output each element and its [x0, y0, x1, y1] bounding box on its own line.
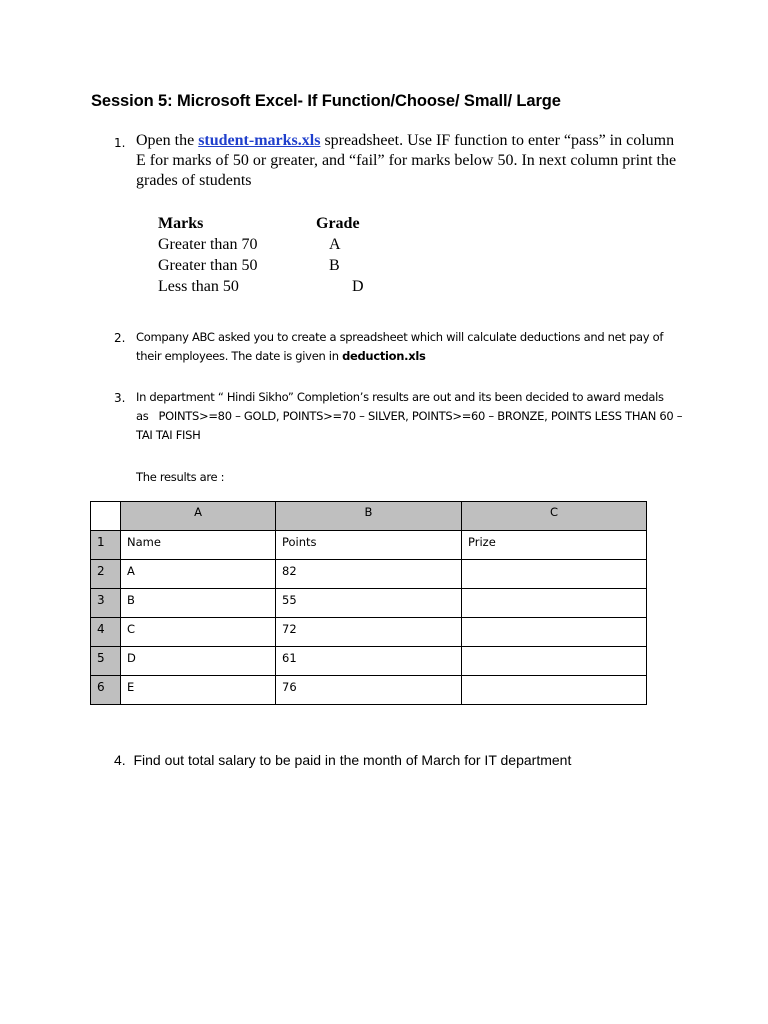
- grade-row-marks: Greater than 50: [158, 257, 258, 274]
- row-number: 3: [91, 589, 121, 618]
- grade-row-marks: Greater than 70: [158, 236, 258, 253]
- student-marks-link[interactable]: student-marks.xls: [198, 132, 321, 149]
- q4-text: [114, 752, 571, 768]
- table-row: [91, 676, 647, 705]
- cell-name: A: [121, 560, 276, 589]
- column-header-row: [91, 502, 647, 531]
- cell-name: E: [121, 676, 276, 705]
- cell-points: 72: [276, 618, 462, 647]
- q3-text: [136, 388, 681, 445]
- results-sheet: [90, 501, 647, 705]
- row-number: 4: [91, 618, 121, 647]
- cell-points: 76: [276, 676, 462, 705]
- cell-name: D: [121, 647, 276, 676]
- page-title: Session 5: Microsoft Excel- If Function/Choose/ Small/ Large: [91, 92, 561, 110]
- grade-row-marks: Less than 50: [158, 278, 239, 295]
- q3-line-2: as POINTS>=80 – GOLD, POINTS>=70 – SILVER, POINTS>=60 – BRONZE, POINTS LESS THAN 60 –: [136, 409, 683, 423]
- column-header-b: B: [276, 502, 462, 531]
- q1-text: [136, 131, 681, 191]
- cell-points: 55: [276, 589, 462, 618]
- table-row: [91, 618, 647, 647]
- column-header-c: C: [462, 502, 647, 531]
- row-number: 2: [91, 560, 121, 589]
- results-label: The results are :: [136, 470, 225, 484]
- q1-text-before: Open the: [136, 132, 199, 149]
- cell-prize: Prize: [462, 531, 647, 560]
- cell-prize: [462, 618, 647, 647]
- cell-points: 61: [276, 647, 462, 676]
- grade-row-grade: B: [329, 257, 340, 274]
- marks-header: Marks: [158, 215, 204, 232]
- deduction-file: deduction.xls: [342, 349, 426, 363]
- cell-points: 82: [276, 560, 462, 589]
- row-number: 6: [91, 676, 121, 705]
- cell-name: Name: [121, 531, 276, 560]
- q2-body: Company ABC asked you to create a spreadsheet which will calculate deductions and net pay of their employees. The date is given in: [136, 330, 664, 363]
- q2-text: [136, 328, 681, 366]
- column-header-a: A: [121, 502, 276, 531]
- grade-header: Grade: [316, 215, 360, 232]
- table-row: [91, 560, 647, 589]
- q3-line-1: In department “ Hindi Sikho” Completion’s results are out and its been decided to award medals: [136, 390, 664, 404]
- sheet-corner: [91, 502, 121, 531]
- row-number: 5: [91, 647, 121, 676]
- q1-number: 1.: [114, 136, 126, 150]
- cell-name: B: [121, 589, 276, 618]
- grade-row-grade: D: [352, 278, 364, 295]
- row-number: 1: [91, 531, 121, 560]
- cell-points: Points: [276, 531, 462, 560]
- q3-line-3: TAI TAI FISH: [136, 428, 201, 442]
- q1-text-after: spreadsheet. Use IF function to enter “pass” in column E for marks of 50 or greater, and “fail” for marks below 50. In next column print the grades of students: [136, 132, 677, 189]
- q4-number: 4.: [114, 752, 126, 768]
- cell-prize: [462, 560, 647, 589]
- table-row: [91, 589, 647, 618]
- cell-prize: [462, 676, 647, 705]
- q3-number: 3.: [114, 391, 126, 405]
- q2-number: 2.: [114, 331, 126, 345]
- q4-body: Find out total salary to be paid in the month of March for IT department: [133, 752, 572, 768]
- cell-prize: [462, 589, 647, 618]
- cell-prize: [462, 647, 647, 676]
- grade-row-grade: A: [329, 236, 341, 253]
- table-row: [91, 647, 647, 676]
- cell-name: C: [121, 618, 276, 647]
- table-row: [91, 531, 647, 560]
